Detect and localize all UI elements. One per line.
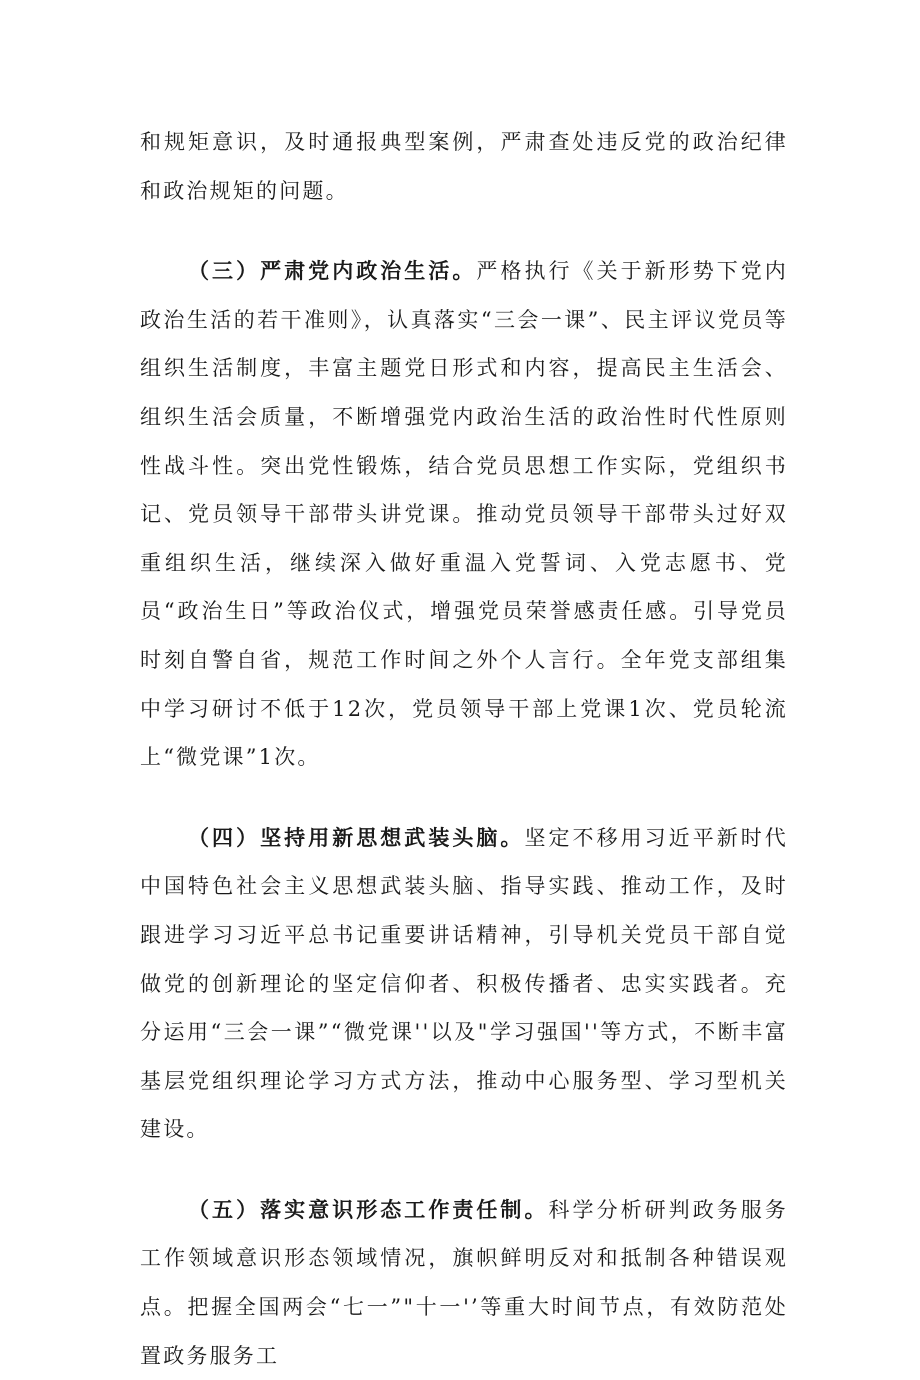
- paragraph-text: 坚定不移用习近平新时代中国特色社会主义思想武装头脑、指导实践、推动工作，及时跟进学习习近平总书记重要讲话精神，引导机关党员干部自觉做党的创新理论的坚定信仰者、积极传播者、忠实实践者。充分运用“三会一课”“微党课''以及"学习强国''等方式，不断丰富基层党组织理论学习方式方法，推动中心服务型、学习型机关建设。: [140, 825, 788, 1142]
- paragraph-text: 科学分析研判政务服务工作领域意识形态领域情况，旗帜鲜明反对和抵制各种错误观点。把握全国两会“七一”"十一'’等重大时间节点，有效防范处置政务服务工: [140, 1197, 788, 1368]
- paragraph-section-5: [140, 1186, 788, 1380]
- paragraph-section-3: [140, 247, 788, 782]
- section-heading: （五）落实意识形态工作责任制。: [188, 1197, 549, 1222]
- paragraph-text: 严格执行《关于新形势下党内政治生活的若干准则》，认真落实“三会一课”、民主评议党员等组织生活制度，丰富主题党日形式和内容，提高民主生活会、组织生活会质量，不断增强党内政治生活的政治性时代性原则性战斗性。突出党性锻炼，结合党员思想工作实际，党组织书记、党员领导干部带头讲党课。推动党员领导干部带头过好双重组织生活，继续深入做好重温入党誓词、入党志愿书、党员“政治生日”等政治仪式，增强党员荣誉感责任感。引导党员时刻自警自省，规范工作时间之外个人言行。全年党支部组集中学习研讨不低于12次，党员领导干部上党课1次、党员轮流上“微党课”1次。: [140, 259, 788, 770]
- paragraph-continuation: [140, 118, 788, 215]
- paragraph-section-4: [140, 814, 788, 1154]
- paragraph-text: 和规矩意识，及时通报典型案例，严肃查处违反党的政治纪律和政治规矩的问题。: [140, 130, 788, 203]
- section-heading: （四）坚持用新思想武装头脑。: [188, 825, 525, 850]
- section-heading: （三）严肃党内政治生活。: [188, 259, 477, 284]
- document-page: [140, 118, 788, 1380]
